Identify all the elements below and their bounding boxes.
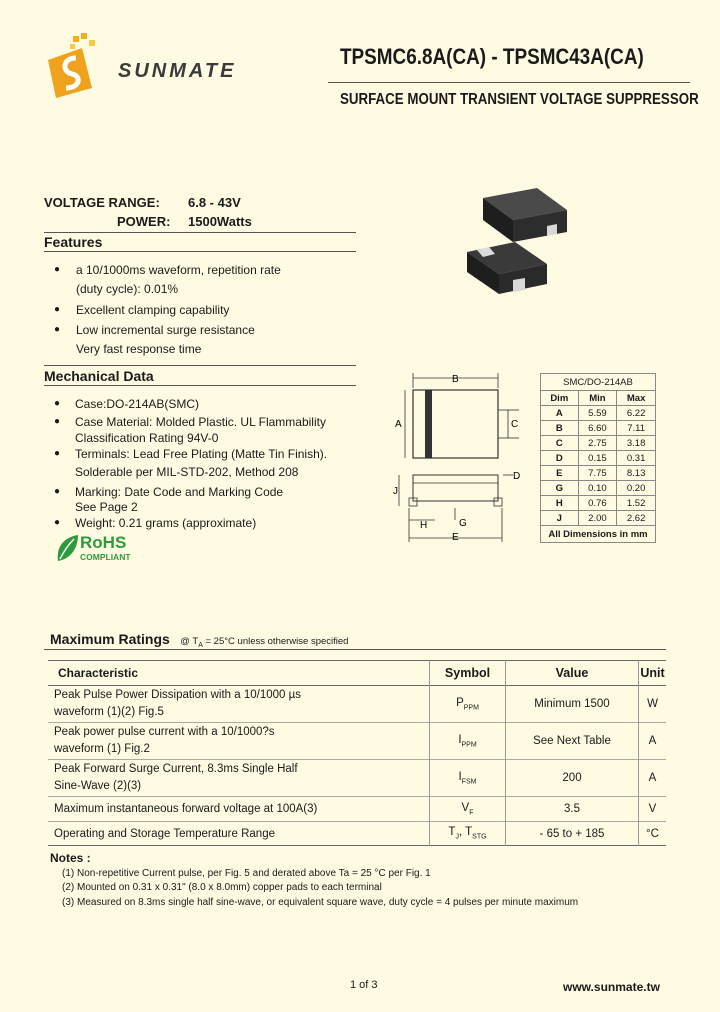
dim-label-h: H (420, 520, 428, 531)
max-ratings-header (50, 631, 348, 649)
dim-header: Min (578, 391, 617, 406)
rating-row: Peak Pulse Power Dissipation with a 10/1000 µs waveform (1)(2) Fig.5 $P_{PPM}$ Minimum 1500 W (48, 686, 666, 723)
dim-row: G 0.10 0.20 (541, 481, 656, 496)
max-ratings-table (48, 660, 666, 846)
dim-table-title: SMC/DO-214AB (541, 374, 656, 391)
features-rule-top (44, 232, 356, 233)
voltage-label: VOLTAGE RANGE: (44, 195, 160, 210)
mechanical-item: Weight: 0.21 grams (approximate) (75, 516, 257, 530)
note-item: (1) Non-repetitive Current pulse, per Fig. 5 and derated above Ta = 25 °C per Fig. 1 (62, 868, 431, 879)
dim-table-footer: All Dimensions in mm (541, 526, 656, 543)
bullet: ● (54, 398, 61, 409)
dim-label-e: E (452, 532, 459, 543)
condition-pre: @ T (180, 636, 199, 647)
feature-item: Low incremental surge resistance (76, 323, 255, 337)
feature-item: (duty cycle): 0.01% (76, 282, 179, 296)
power-value: 1500Watts (188, 214, 252, 229)
features-title: Features (44, 234, 103, 250)
notes-title: Notes : (50, 851, 91, 865)
dim-row: C 2.75 3.18 (541, 436, 656, 451)
dim-row: H 0.76 1.52 (541, 496, 656, 511)
note-item: (3) Measured on 8.3ms single half sine-wave, or equivalent square wave, duty cycle = 4 pulses per minute maximum (62, 897, 579, 908)
website-link[interactable]: www.sunmate.tw (563, 980, 660, 994)
bullet: ● (54, 304, 61, 315)
dim-row: J 2.00 2.62 (541, 511, 656, 526)
col-value: Value (506, 661, 639, 686)
col-characteristic: Characteristic (48, 661, 430, 686)
mechanical-item: Solderable per MIL-STD-202, Method 208 (75, 465, 299, 479)
page-title: TPSMC6.8A(CA) - TPSMC43A(CA) (340, 44, 644, 69)
dimension-table (540, 373, 656, 543)
rating-row: Peak power pulse current with a 10/1000?s waveform (1) Fig.2 $I_{PPM}$ See Next Table A (48, 723, 666, 760)
features-rule (44, 251, 356, 252)
dimension-diagram (385, 370, 535, 550)
mechanical-item: Classification Rating 94V-0 (75, 431, 219, 445)
dim-label-j: J (393, 486, 398, 497)
rating-row: Peak Forward Surge Current, 8.3ms Single Half Sine-Wave (2)(3) $I_{FSM}$ 200 A (48, 760, 666, 797)
max-ratings-title: Maximum Ratings (50, 631, 170, 647)
bullet: ● (54, 517, 61, 528)
condition-sub: A (198, 641, 203, 649)
dim-label-d: D (513, 471, 521, 482)
bullet: ● (54, 324, 61, 335)
bullet: ● (54, 448, 61, 459)
brand-name: SUNMATE (118, 60, 237, 82)
mechanical-item: Case Material: Molded Plastic. UL Flammability (75, 415, 326, 429)
dim-label-b: B (452, 374, 459, 385)
dim-header: Dim (541, 391, 579, 406)
mechanical-item: Terminals: Lead Free Plating (Matte Tin Finish). (75, 447, 328, 461)
mechanical-item: See Page 2 (75, 500, 138, 514)
dim-label-g: G (459, 518, 467, 529)
mechanical-title: Mechanical Data (44, 368, 154, 384)
rohs-label: RoHS (80, 533, 127, 552)
col-symbol: Symbol (430, 661, 506, 686)
feature-item: Excellent clamping capability (76, 303, 230, 317)
page-subtitle: SURFACE MOUNT TRANSIENT VOLTAGE SUPPRESSOR (340, 91, 699, 108)
mechanical-item: Case:DO-214AB(SMC) (75, 397, 200, 411)
voltage-value: 6.8 - 43V (188, 195, 241, 210)
rating-row: Operating and Storage Temperature Range $T_J$, $T_{STG}$ - 65 to + 185 °C (48, 822, 666, 846)
page-number: 1 of 3 (350, 979, 378, 991)
mechanical-rule-top (44, 365, 356, 366)
bullet: ● (54, 486, 61, 497)
mechanical-item: Marking: Date Code and Marking Code (75, 485, 284, 499)
note-item: (2) Mounted on 0.31 x 0.31" (8.0 x 8.0mm) copper pads to each terminal (62, 882, 382, 893)
feature-item: a 10/1000ms waveform, repetition rate (76, 263, 281, 277)
bullet: ● (54, 264, 61, 275)
dim-label-c: C (511, 419, 519, 430)
condition-post: = 25°C unless otherwise specified (202, 636, 349, 647)
rating-row: Maximum instantaneous forward voltage at 100A(3) $V_F$ 3.5 V (48, 797, 666, 822)
rohs-compliant: COMPLIANT (80, 552, 131, 562)
max-ratings-rule (44, 649, 666, 650)
col-unit: Unit (640, 666, 665, 680)
power-label: POWER: (117, 214, 171, 229)
mechanical-rule (44, 385, 356, 386)
rohs-leaf-icon (54, 533, 80, 563)
dim-row: E 7.75 8.13 (541, 466, 656, 481)
title-divider (328, 82, 690, 83)
package-illustration (455, 180, 575, 310)
dim-row: D 0.15 0.31 (541, 451, 656, 466)
dim-row: A 5.59 6.22 (541, 406, 656, 421)
dim-row: B 6.60 7.11 (541, 421, 656, 436)
bullet: ● (54, 416, 61, 427)
feature-item: Very fast response time (76, 342, 202, 356)
dim-header: Max (617, 391, 656, 406)
dim-label-a: A (395, 419, 402, 430)
